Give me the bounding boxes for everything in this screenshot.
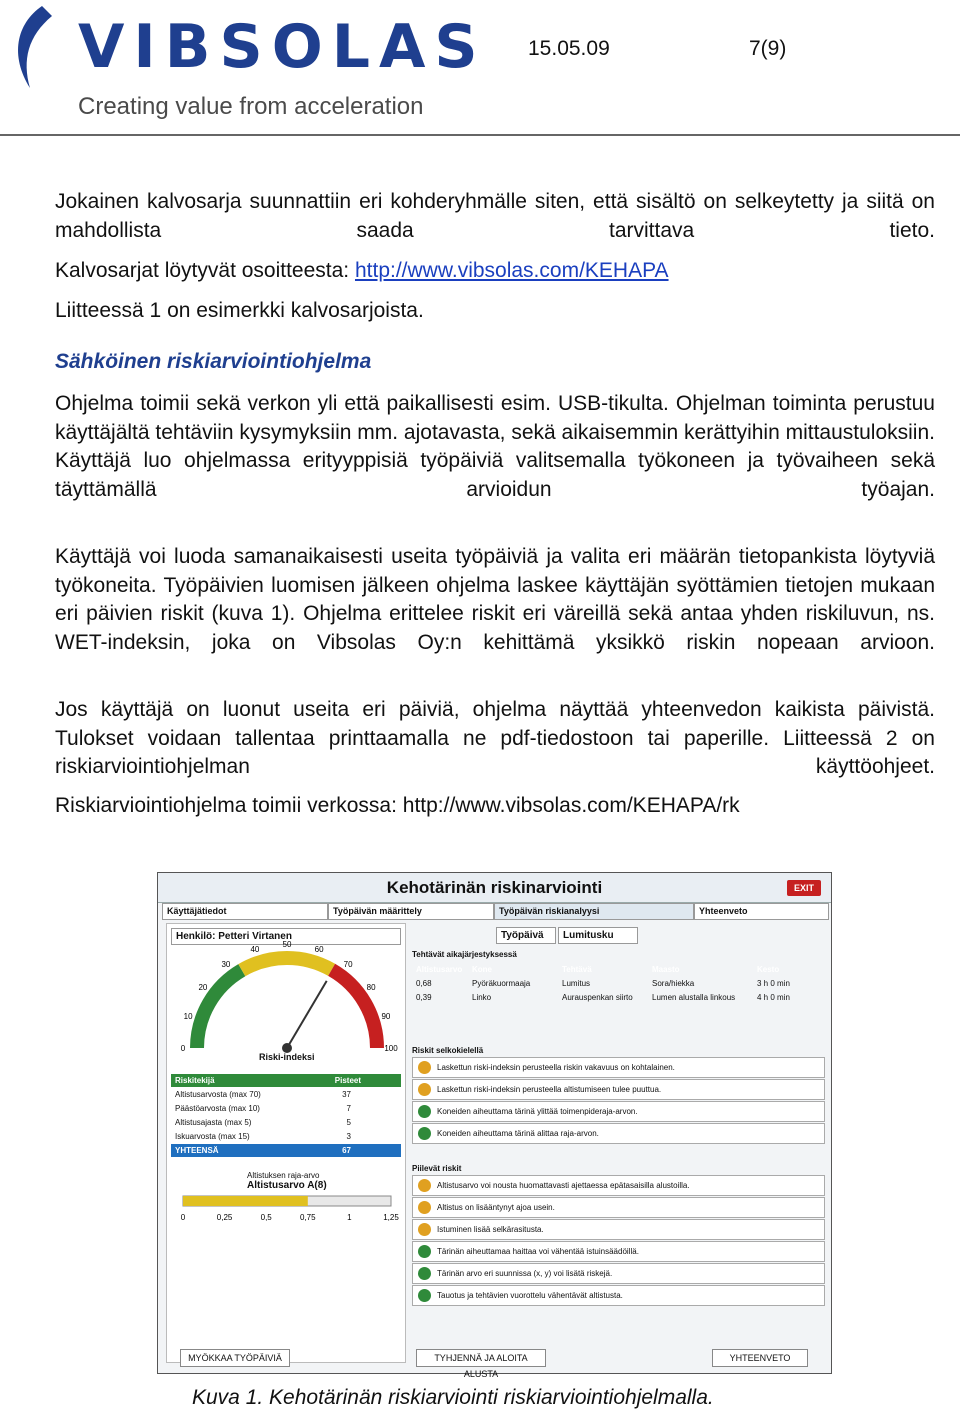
factor-name: Altistusarvosta (max 70) [175, 1090, 261, 1099]
summary-button[interactable]: YHTEENVETO [712, 1349, 808, 1367]
gauge-tick-label: 0 [180, 1044, 186, 1053]
gauge-needle [287, 981, 327, 1048]
person-field: Henkilö: Petteri Virtanen [171, 928, 401, 945]
task-row[interactable] [412, 991, 825, 1004]
hidden-risks-heading: Piilevät riskit [412, 1164, 462, 1173]
paragraph-7: Riskiarviointiohjelma toimii verkossa: http://www.vibsolas.com/KEHAPA/rk [55, 794, 740, 817]
header-date: 15.05.09 [528, 37, 610, 60]
task-row[interactable] [412, 977, 825, 990]
risk-item [412, 1123, 825, 1144]
tasks-col-task: Tehtävä [562, 965, 592, 974]
tasks-col-machine: Kone [472, 965, 492, 974]
header-page-number: 7(9) [749, 37, 787, 60]
risk-level-icon [418, 1083, 431, 1096]
tasks-heading: Tehtävät aikajärjestyksessä [412, 950, 517, 959]
factors-col-factor: Riskitekijä [175, 1076, 215, 1085]
risk-item [412, 1079, 825, 1100]
task-cell: Aurauspenkan siirto [562, 993, 633, 1002]
task-cell: 0,68 [416, 979, 432, 988]
gauge-tick-label: 20 [198, 982, 208, 992]
risk-level-icon [418, 1127, 431, 1140]
app-tabs [162, 903, 829, 920]
task-cell: Lumen alustalla linkous [652, 993, 736, 1002]
risk-text: Laskettun riski-indeksin perusteella riskin vakavuus on kohtalainen. [437, 1063, 675, 1072]
factor-name: Päästöarvosta (max 10) [175, 1104, 260, 1113]
factor-row [171, 1088, 401, 1101]
risk-text: Koneiden aiheuttama tärinä ylittää toimenpideraja-arvon. [437, 1107, 638, 1116]
paragraph-2-text: Kalvosarjat löytyvät osoitteesta: [55, 259, 355, 282]
factor-points: 3 [346, 1132, 351, 1141]
exposure-title: Altistusarvo A(8) [247, 1180, 327, 1191]
risk-level-icon [418, 1201, 431, 1214]
tab-user-info[interactable]: Käyttäjätiedot [162, 903, 328, 920]
program-screenshot [157, 872, 832, 1379]
paragraph-4: Ohjelma toimii sekä verkon yli että paikallisesti esim. USB-tikulta. Ohjelman toiminta perustuu käyttäjältä tehtäviin kysymyksiin mm. ajotavasta, sekä aikaisemmin kerättyihin mittaustuloksiin. Käyttäjä luo ohjelmassa erityyppisiä työpäiviä valitsemalla työkoneen ja työvaiheen sekä täyttämällä arvioidun työajan. [55, 392, 935, 501]
risks-heading: Riskit selkokielellä [412, 1046, 484, 1055]
figure-caption: Kuva 1. Kehotärinän riskiarviointi riskiarviointiohjelmalla. [192, 1386, 714, 1409]
risk-text: Tärinän arvo eri suunnissa (x, y) voi lisätä riskejä. [437, 1269, 613, 1278]
gauge-tick-label: 80 [366, 982, 376, 992]
task-cell: Sora/hiekka [652, 979, 695, 988]
exposure-tick-label: 1 [347, 1213, 352, 1222]
risk-text: Altistus on lisääntynyt ajoa usein. [437, 1203, 555, 1212]
tab-summary[interactable]: Yhteenveto [694, 903, 829, 920]
factor-row [171, 1116, 401, 1129]
risk-text: Altistusarvo voi nousta huomattavasti ajettaessa epätasaisilla alustoilla. [437, 1181, 690, 1190]
paragraph-3: Liitteessä 1 on esimerkki kalvosarjoista. [55, 299, 424, 322]
tab-risk-analysis[interactable]: Työpäivän riskianalyysi [494, 903, 694, 920]
exposure-tick-label: 0,5 [260, 1213, 272, 1222]
tasks-col-terrain: Maasto [652, 965, 680, 974]
risk-level-icon [418, 1105, 431, 1118]
risk-text: Koneiden aiheuttama tärinä alittaa raja-arvon. [437, 1129, 599, 1138]
risk-level-icon [418, 1245, 431, 1258]
exposure-tick-labels [181, 1213, 400, 1222]
exposure-tick-label: 0,25 [216, 1213, 233, 1222]
tasks-col-duration: Kesto [757, 965, 780, 974]
task-cell: 3 h 0 min [757, 979, 790, 988]
risk-level-icon [418, 1061, 431, 1074]
risk-text: Laskettun riski-indeksin perusteella altistumiseen tulee puuttua. [437, 1085, 662, 1094]
exposure-tick-label: 0 [180, 1213, 186, 1222]
risk-level-icon [418, 1289, 431, 1302]
factor-points: 67 [342, 1146, 351, 1155]
risk-item [412, 1219, 825, 1240]
tasks-col-exposure: Altistusarvo [416, 965, 463, 974]
task-cell: Linko [472, 993, 492, 1002]
risk-text: Tärinän aiheuttamaa haittaa voi vähentää istuinsäädöillä. [437, 1247, 639, 1256]
risk-item [412, 1197, 825, 1218]
task-cell: 0,39 [416, 993, 432, 1002]
risk-text: Tauotus ja tehtävien vuorottelu vähentävät altistusta. [437, 1291, 623, 1300]
reset-button[interactable]: TYHJENNÄ JA ALOITA ALUSTA [416, 1349, 546, 1367]
factor-points: 37 [342, 1090, 351, 1099]
gauge-tick-label: 60 [314, 945, 324, 955]
gauge-tick-label: 10 [183, 1011, 193, 1021]
gauge-tick-label: 90 [381, 1011, 391, 1021]
risk-level-icon [418, 1267, 431, 1280]
risk-item [412, 1285, 825, 1306]
vibsolas-logo-mark [6, 4, 66, 90]
exposure-scale [175, 1192, 399, 1232]
factor-points: 5 [346, 1118, 351, 1127]
factor-name: YHTEENSÄ [175, 1146, 219, 1155]
task-cell: 4 h 0 min [757, 993, 790, 1002]
factor-name: Iskuarvosta (max 15) [175, 1132, 250, 1141]
logo-tagline: Creating value from acceleration [78, 93, 424, 120]
risk-level-icon [418, 1179, 431, 1192]
paragraph-5: Käyttäjä voi luoda samanaikaisesti useita työpäiviä ja valita eri määrän tietopankista löytyviä työkoneita. Työpäivien luomisen jälkeen ohjelma laskee käyttäjän syöttämien tietojen mukaan eri päivien riskit (kuva 1). Ohjelma erittelee riskit eri väreillä sekä antaa yhden riskiluvun, ns. WET-indeksin, joka on Vibsolas Oy:n kehittämä yksikkö riskin nopeaan arvioon. [55, 545, 935, 654]
exposure-tick-label: 1,25 [383, 1213, 399, 1222]
gauge-tick-label: 50 [282, 940, 292, 949]
tab-workday-definition[interactable]: Työpäivän määrittely [328, 903, 494, 920]
risk-item [412, 1175, 825, 1196]
add-workdays-button[interactable]: MYÖKKAA TYÖPÄIVIÄ [180, 1349, 290, 1367]
task-cell: Lumitus [562, 979, 591, 988]
factors-header [171, 1074, 401, 1087]
gauge-tick-label: 70 [343, 959, 353, 969]
paragraph-6: Jos käyttäjä on luonut useita eri päiviä, ohjelma näyttää yhteenvedon kaikista päivistä. Tulokset voidaan tallentaa printtaamalla ne pdf-tiedostoon tai paperille. Liitteessä 2 on riskiarviointiohjelman käyttöohjeet. [55, 698, 935, 778]
left-panel [166, 923, 406, 1363]
factor-points: 7 [346, 1104, 351, 1113]
task-cell: Pyöräkuormaaja [472, 979, 531, 988]
risk-item [412, 1101, 825, 1122]
factor-name: Altistusajasta (max 5) [175, 1118, 252, 1127]
factor-row [171, 1102, 401, 1115]
factor-row [171, 1144, 401, 1157]
gauge-label: Riski-indeksi [259, 1052, 315, 1062]
workday-select[interactable]: Lumitusku [558, 927, 638, 944]
paragraph-2 [55, 257, 935, 286]
right-panel [412, 923, 825, 1363]
exposure-tick-label: 0,75 [300, 1213, 316, 1222]
exposure-heading: Altistuksen raja-arvo [247, 1171, 320, 1180]
kehapa-link[interactable]: http://www.vibsolas.com/KEHAPA [354, 259, 669, 282]
exit-button[interactable]: EXIT [787, 880, 821, 896]
app-title: Kehotärinän riskinarviointi [158, 873, 831, 903]
risk-gauge [175, 940, 399, 1068]
workday-label: Työpäivä [496, 927, 556, 944]
factors-col-points: Pisteet [334, 1076, 361, 1085]
factor-row [171, 1130, 401, 1143]
risk-text: Istuminen lisää selkärasitusta. [437, 1225, 544, 1234]
risk-item [412, 1263, 825, 1284]
risk-level-icon [418, 1223, 431, 1236]
gauge-tick-label: 100 [384, 1044, 398, 1053]
logo-wordmark: VIBSOLAS [78, 12, 487, 82]
gauge-tick-label: 30 [221, 959, 231, 969]
gauge-tick-label: 40 [250, 945, 260, 955]
risk-item [412, 1241, 825, 1262]
risk-item [412, 1057, 825, 1078]
paragraph-1: Jokainen kalvosarja suunnattiin eri kohderyhmälle siten, että sisältö on selkeytetty ja siitä on mahdollista saada tarvittava tieto. [55, 190, 935, 242]
header-divider [0, 134, 960, 136]
section-heading: Sähköinen riskiarviointiohjelma [55, 350, 372, 373]
